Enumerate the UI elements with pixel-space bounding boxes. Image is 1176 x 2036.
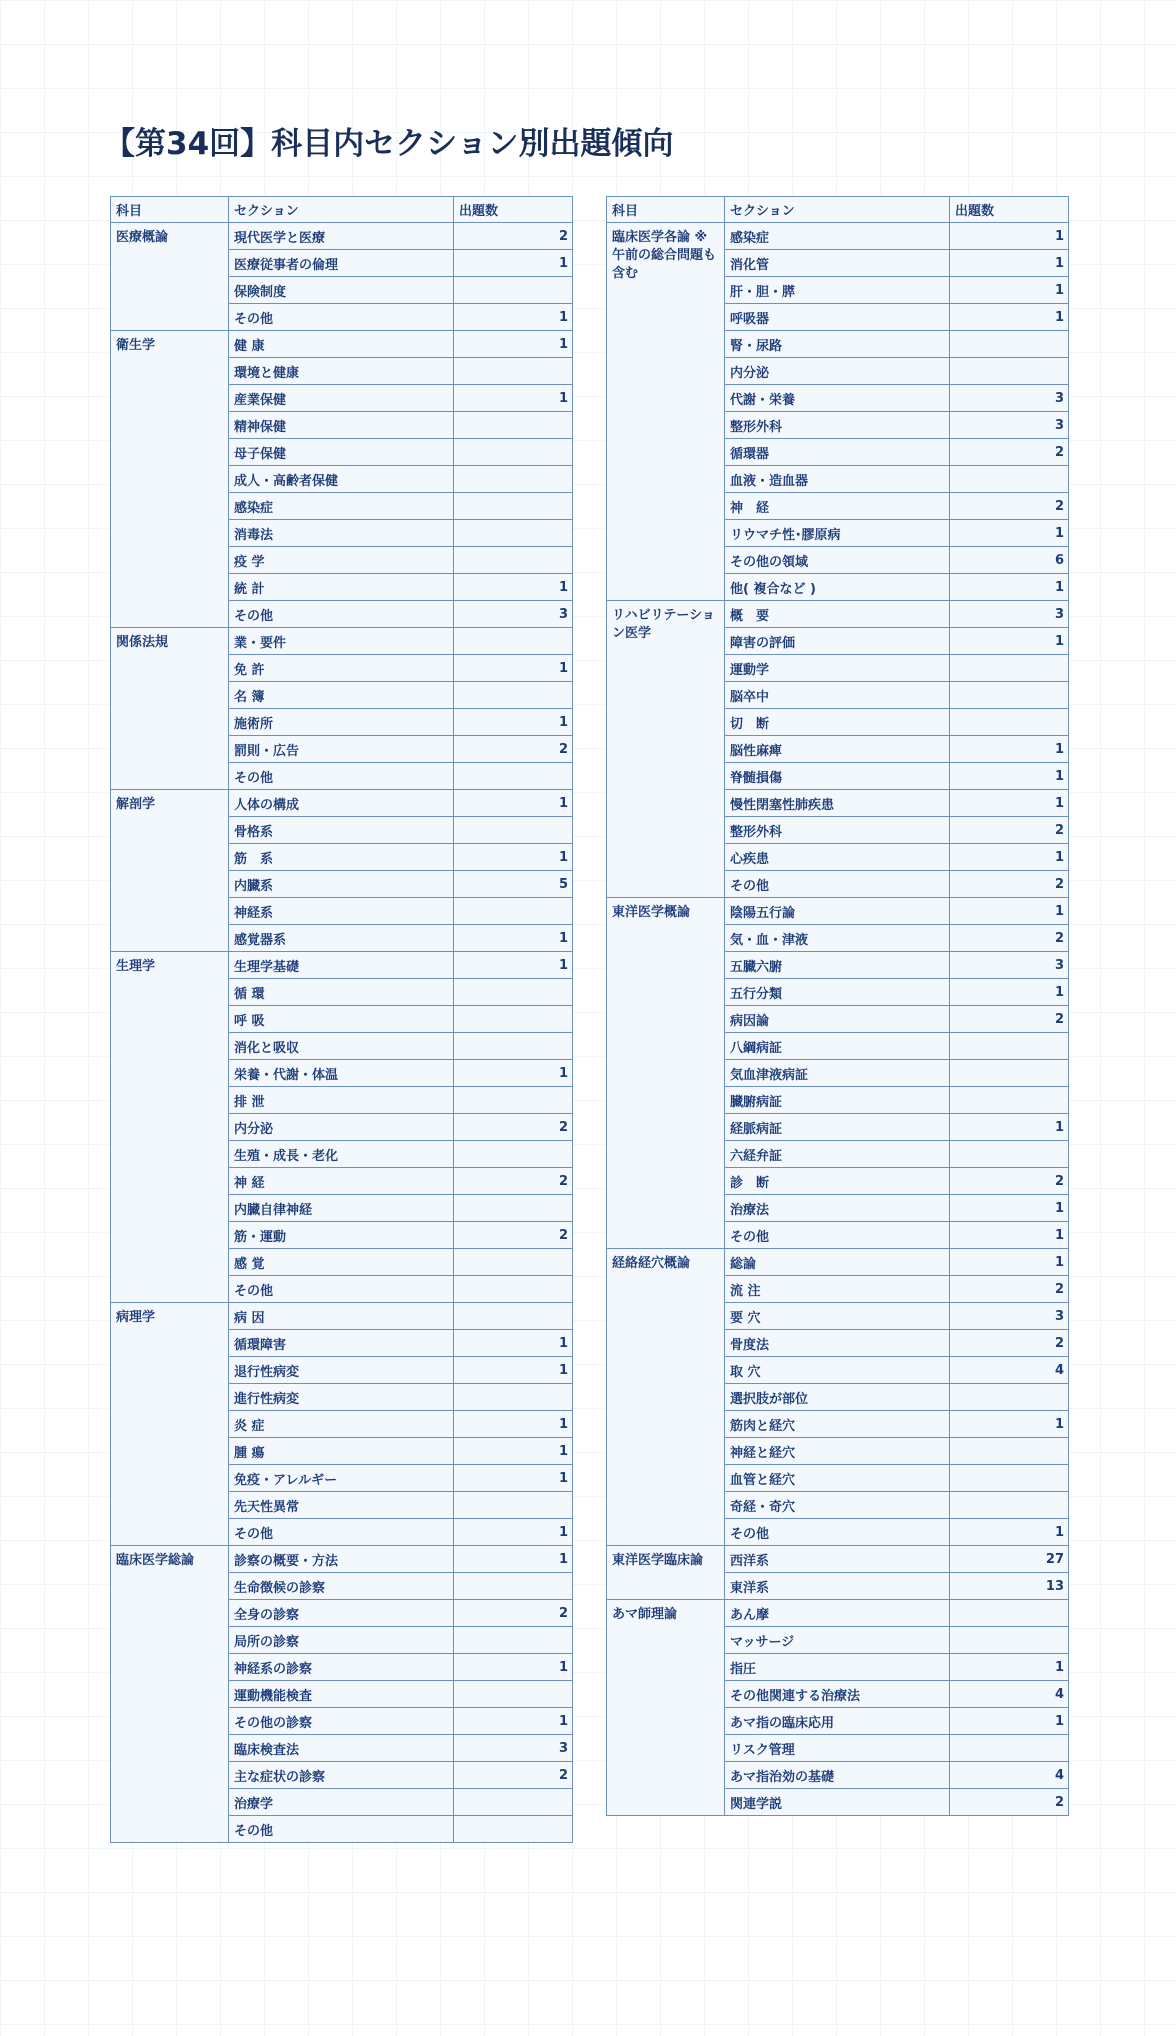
count-cell: 3 — [950, 1303, 1069, 1330]
section-cell: 施術所 — [229, 709, 454, 736]
count-cell: 1 — [950, 1195, 1069, 1222]
section-cell: リスク管理 — [725, 1735, 950, 1762]
section-cell: あマ指治効の基礎 — [725, 1762, 950, 1789]
count-cell — [454, 1195, 573, 1222]
count-cell: 1 — [454, 250, 573, 277]
section-cell: 循環器 — [725, 439, 950, 466]
section-cell: 六経弁証 — [725, 1141, 950, 1168]
section-cell: 運動学 — [725, 655, 950, 682]
table-row — [607, 1249, 1069, 1276]
subject-cell: 医療概論 — [111, 223, 229, 331]
count-cell — [950, 1060, 1069, 1087]
count-cell: 1 — [950, 898, 1069, 925]
count-cell: 2 — [454, 1600, 573, 1627]
section-cell: 概 要 — [725, 601, 950, 628]
section-cell: 脳性麻痺 — [725, 736, 950, 763]
count-cell: 4 — [950, 1357, 1069, 1384]
section-cell: 消毒法 — [229, 520, 454, 547]
section-cell: 生命徴候の診察 — [229, 1573, 454, 1600]
table-header-row — [607, 197, 1069, 223]
count-cell — [454, 1276, 573, 1303]
count-cell — [454, 1627, 573, 1654]
subject-cell: リハビリテーション医学 — [607, 601, 725, 898]
count-cell: 1 — [454, 1357, 573, 1384]
subject-cell: 経絡経穴概論 — [607, 1249, 725, 1546]
section-cell: 栄養・代謝・体温 — [229, 1060, 454, 1087]
count-cell — [454, 1492, 573, 1519]
table-row — [607, 898, 1069, 925]
subject-cell: 臨床医学総論 — [111, 1546, 229, 1843]
count-cell: 1 — [454, 655, 573, 682]
count-cell — [950, 1465, 1069, 1492]
count-cell: 1 — [950, 574, 1069, 601]
count-cell — [454, 817, 573, 844]
table-row — [111, 1303, 573, 1330]
section-cell: 陰陽五行論 — [725, 898, 950, 925]
section-cell: 環境と健康 — [229, 358, 454, 385]
count-cell: 2 — [454, 1168, 573, 1195]
count-cell — [454, 1789, 573, 1816]
section-cell: 罰則・広告 — [229, 736, 454, 763]
section-cell: 脊髄損傷 — [725, 763, 950, 790]
count-cell: 3 — [454, 1735, 573, 1762]
count-cell — [950, 1087, 1069, 1114]
count-cell: 2 — [950, 1789, 1069, 1816]
section-cell: 治療学 — [229, 1789, 454, 1816]
count-cell: 2 — [950, 493, 1069, 520]
table-row — [111, 331, 573, 358]
section-cell: 筋 系 — [229, 844, 454, 871]
section-cell: リウマチ性･膠原病 — [725, 520, 950, 547]
section-cell: 免 許 — [229, 655, 454, 682]
section-cell: 総論 — [725, 1249, 950, 1276]
subject-cell: 東洋医学概論 — [607, 898, 725, 1249]
count-cell — [454, 1816, 573, 1843]
table-row — [111, 952, 573, 979]
table-row — [111, 1546, 573, 1573]
count-cell — [454, 277, 573, 304]
header-count: 出題数 — [950, 197, 1069, 223]
section-cell: 代謝・栄養 — [725, 385, 950, 412]
count-cell: 2 — [454, 1222, 573, 1249]
section-cell: 病 因 — [229, 1303, 454, 1330]
count-cell: 1 — [454, 304, 573, 331]
count-cell: 5 — [454, 871, 573, 898]
count-cell — [950, 1600, 1069, 1627]
section-cell: 呼吸器 — [725, 304, 950, 331]
section-cell: 感 覚 — [229, 1249, 454, 1276]
count-cell: 1 — [454, 1465, 573, 1492]
count-cell — [454, 1141, 573, 1168]
table-row — [607, 1600, 1069, 1627]
count-cell: 1 — [950, 1114, 1069, 1141]
section-cell: 免疫・アレルギー — [229, 1465, 454, 1492]
subject-cell: 解剖学 — [111, 790, 229, 952]
section-cell: あマ指の臨床応用 — [725, 1708, 950, 1735]
section-cell: 他( 複合など ) — [725, 574, 950, 601]
section-cell: 業・要件 — [229, 628, 454, 655]
count-cell: 1 — [454, 844, 573, 871]
count-cell: 1 — [454, 331, 573, 358]
count-cell: 2 — [950, 817, 1069, 844]
section-cell: 奇経・奇穴 — [725, 1492, 950, 1519]
header-count: 出題数 — [454, 197, 573, 223]
section-cell: 指圧 — [725, 1654, 950, 1681]
section-cell: 五行分類 — [725, 979, 950, 1006]
count-cell — [950, 1627, 1069, 1654]
section-cell: その他 — [229, 1816, 454, 1843]
section-cell: 医療従事者の倫理 — [229, 250, 454, 277]
section-cell: 血管と経穴 — [725, 1465, 950, 1492]
count-cell: 1 — [950, 628, 1069, 655]
count-cell: 1 — [950, 979, 1069, 1006]
section-cell: 循 環 — [229, 979, 454, 1006]
section-cell: 骨格系 — [229, 817, 454, 844]
section-cell: 疫 学 — [229, 547, 454, 574]
section-cell: 循環障害 — [229, 1330, 454, 1357]
count-cell — [454, 979, 573, 1006]
count-cell: 1 — [950, 520, 1069, 547]
section-cell: 保険制度 — [229, 277, 454, 304]
section-cell: その他関連する治療法 — [725, 1681, 950, 1708]
count-cell: 2 — [454, 223, 573, 250]
count-cell: 2 — [950, 1276, 1069, 1303]
header-section: セクション — [229, 197, 454, 223]
count-cell: 1 — [950, 1519, 1069, 1546]
section-cell: 気血津液病証 — [725, 1060, 950, 1087]
section-cell: 五臓六腑 — [725, 952, 950, 979]
count-cell: 6 — [950, 547, 1069, 574]
section-cell: 臓腑病証 — [725, 1087, 950, 1114]
page-title: 【第34回】科目内セクション別出題傾向 — [104, 126, 674, 162]
count-cell: 3 — [950, 952, 1069, 979]
count-cell — [950, 709, 1069, 736]
section-cell: 骨度法 — [725, 1330, 950, 1357]
subject-cell: 東洋医学臨床論 — [607, 1546, 725, 1600]
section-cell: 先天性異常 — [229, 1492, 454, 1519]
table-row — [607, 223, 1069, 250]
section-cell: その他 — [725, 1222, 950, 1249]
section-cell: 要 穴 — [725, 1303, 950, 1330]
section-cell: 内臓系 — [229, 871, 454, 898]
section-cell: その他 — [229, 763, 454, 790]
count-cell: 1 — [950, 844, 1069, 871]
count-cell: 3 — [454, 601, 573, 628]
count-cell: 1 — [454, 925, 573, 952]
count-cell: 1 — [454, 1708, 573, 1735]
section-cell: 腫 瘍 — [229, 1438, 454, 1465]
count-cell: 2 — [454, 736, 573, 763]
count-cell — [950, 358, 1069, 385]
count-cell: 1 — [454, 1438, 573, 1465]
count-cell: 4 — [950, 1762, 1069, 1789]
section-cell: 心疾患 — [725, 844, 950, 871]
count-cell — [454, 628, 573, 655]
count-cell: 1 — [950, 250, 1069, 277]
section-cell: 整形外科 — [725, 412, 950, 439]
section-cell: 感覚器系 — [229, 925, 454, 952]
count-cell — [950, 655, 1069, 682]
count-cell: 1 — [950, 790, 1069, 817]
count-cell — [454, 1006, 573, 1033]
count-cell: 2 — [950, 871, 1069, 898]
section-cell: 診察の概要・方法 — [229, 1546, 454, 1573]
count-cell: 2 — [950, 925, 1069, 952]
section-cell: 筋肉と経穴 — [725, 1411, 950, 1438]
count-cell: 1 — [950, 223, 1069, 250]
section-cell: 健 康 — [229, 331, 454, 358]
section-cell: 神経系 — [229, 898, 454, 925]
subject-cell: 病理学 — [111, 1303, 229, 1546]
subject-cell: あマ師理論 — [607, 1600, 725, 1816]
count-cell: 3 — [950, 385, 1069, 412]
count-cell — [454, 466, 573, 493]
count-cell: 1 — [454, 1330, 573, 1357]
section-cell: 生理学基礎 — [229, 952, 454, 979]
left-table — [110, 196, 573, 1843]
count-cell: 1 — [950, 1222, 1069, 1249]
section-cell: 炎 症 — [229, 1411, 454, 1438]
section-cell: 内分泌 — [725, 358, 950, 385]
count-cell — [950, 1438, 1069, 1465]
section-cell: 生殖・成長・老化 — [229, 1141, 454, 1168]
count-cell: 2 — [950, 439, 1069, 466]
count-cell: 1 — [950, 736, 1069, 763]
count-cell — [454, 1681, 573, 1708]
section-cell: 名 簿 — [229, 682, 454, 709]
subject-cell: 衛生学 — [111, 331, 229, 628]
count-cell — [454, 1087, 573, 1114]
count-cell: 1 — [950, 1249, 1069, 1276]
count-cell: 2 — [950, 1006, 1069, 1033]
section-cell: 運動機能検査 — [229, 1681, 454, 1708]
header-section: セクション — [725, 197, 950, 223]
subject-cell: 関係法規 — [111, 628, 229, 790]
count-cell — [950, 1033, 1069, 1060]
count-cell: 3 — [950, 412, 1069, 439]
count-cell — [454, 682, 573, 709]
count-cell: 1 — [454, 385, 573, 412]
section-cell: 産業保健 — [229, 385, 454, 412]
section-cell: 消化管 — [725, 250, 950, 277]
count-cell — [950, 331, 1069, 358]
table-header-row — [111, 197, 573, 223]
section-cell: その他 — [725, 1519, 950, 1546]
count-cell: 27 — [950, 1546, 1069, 1573]
section-cell: 現代医学と医療 — [229, 223, 454, 250]
section-cell: 血液・造血器 — [725, 466, 950, 493]
count-cell — [950, 1141, 1069, 1168]
section-cell: 腎・尿路 — [725, 331, 950, 358]
section-cell: 選択肢が部位 — [725, 1384, 950, 1411]
section-cell: 流 注 — [725, 1276, 950, 1303]
count-cell: 4 — [950, 1681, 1069, 1708]
count-cell — [454, 1033, 573, 1060]
section-cell: 感染症 — [725, 223, 950, 250]
section-cell: 肝・胆・膵 — [725, 277, 950, 304]
section-cell: 内臓自律神経 — [229, 1195, 454, 1222]
section-cell: 診 断 — [725, 1168, 950, 1195]
section-cell: 成人・高齢者保健 — [229, 466, 454, 493]
section-cell: その他の領域 — [725, 547, 950, 574]
section-cell: 排 泄 — [229, 1087, 454, 1114]
section-cell: 母子保健 — [229, 439, 454, 466]
section-cell: 感染症 — [229, 493, 454, 520]
count-cell: 2 — [950, 1330, 1069, 1357]
count-cell — [950, 682, 1069, 709]
section-cell: 切 断 — [725, 709, 950, 736]
count-cell: 1 — [950, 277, 1069, 304]
section-cell: 脳卒中 — [725, 682, 950, 709]
count-cell — [950, 1384, 1069, 1411]
table-row — [607, 1546, 1069, 1573]
count-cell: 1 — [454, 1546, 573, 1573]
count-cell — [454, 1384, 573, 1411]
count-cell — [950, 1492, 1069, 1519]
count-cell: 1 — [454, 790, 573, 817]
count-cell: 1 — [454, 1654, 573, 1681]
count-cell — [454, 520, 573, 547]
table-row — [111, 628, 573, 655]
count-cell — [454, 493, 573, 520]
section-cell: 進行性病変 — [229, 1384, 454, 1411]
count-cell — [950, 466, 1069, 493]
section-cell: 精神保健 — [229, 412, 454, 439]
count-cell — [950, 1735, 1069, 1762]
count-cell — [454, 358, 573, 385]
section-cell: 神経と経穴 — [725, 1438, 950, 1465]
section-cell: 八綱病証 — [725, 1033, 950, 1060]
count-cell: 1 — [950, 1654, 1069, 1681]
count-cell: 1 — [454, 709, 573, 736]
table-row — [607, 601, 1069, 628]
section-cell: マッサージ — [725, 1627, 950, 1654]
count-cell: 2 — [454, 1114, 573, 1141]
section-cell: 整形外科 — [725, 817, 950, 844]
section-cell: 人体の構成 — [229, 790, 454, 817]
count-cell: 1 — [454, 1060, 573, 1087]
section-cell: 主な症状の診察 — [229, 1762, 454, 1789]
section-cell: その他 — [229, 1276, 454, 1303]
section-cell: 消化と吸収 — [229, 1033, 454, 1060]
section-cell: 神 経 — [725, 493, 950, 520]
count-cell: 1 — [454, 574, 573, 601]
count-cell: 1 — [950, 763, 1069, 790]
section-cell: その他 — [229, 601, 454, 628]
subject-cell: 臨床医学各論 ※午前の総合問題も含む — [607, 223, 725, 601]
subject-cell: 生理学 — [111, 952, 229, 1303]
table-row — [111, 223, 573, 250]
count-cell: 1 — [454, 1411, 573, 1438]
count-cell: 1 — [454, 1519, 573, 1546]
section-cell: 取 穴 — [725, 1357, 950, 1384]
section-cell: 病因論 — [725, 1006, 950, 1033]
section-cell: 経脈病証 — [725, 1114, 950, 1141]
count-cell: 13 — [950, 1573, 1069, 1600]
section-cell: その他 — [229, 304, 454, 331]
count-cell: 1 — [950, 1708, 1069, 1735]
section-cell: 内分泌 — [229, 1114, 454, 1141]
section-cell: 神 経 — [229, 1168, 454, 1195]
section-cell: あん摩 — [725, 1600, 950, 1627]
count-cell — [454, 547, 573, 574]
section-cell: 治療法 — [725, 1195, 950, 1222]
count-cell — [454, 1249, 573, 1276]
section-cell: その他の診察 — [229, 1708, 454, 1735]
count-cell — [454, 763, 573, 790]
count-cell — [454, 439, 573, 466]
count-cell — [454, 412, 573, 439]
count-cell: 2 — [950, 1168, 1069, 1195]
count-cell: 1 — [950, 304, 1069, 331]
section-cell: 統 計 — [229, 574, 454, 601]
section-cell: 慢性閉塞性肺疾患 — [725, 790, 950, 817]
section-cell: 関連学説 — [725, 1789, 950, 1816]
section-cell: 呼 吸 — [229, 1006, 454, 1033]
header-subject: 科目 — [111, 197, 229, 223]
section-cell: 東洋系 — [725, 1573, 950, 1600]
section-cell: 気・血・津液 — [725, 925, 950, 952]
header-subject: 科目 — [607, 197, 725, 223]
section-cell: その他 — [725, 871, 950, 898]
section-cell: 障害の評価 — [725, 628, 950, 655]
section-cell: 局所の診察 — [229, 1627, 454, 1654]
table-row — [111, 790, 573, 817]
count-cell — [454, 1303, 573, 1330]
section-cell: その他 — [229, 1519, 454, 1546]
section-cell: 全身の診察 — [229, 1600, 454, 1627]
section-cell: 退行性病変 — [229, 1357, 454, 1384]
count-cell: 1 — [454, 952, 573, 979]
count-cell — [454, 898, 573, 925]
count-cell: 2 — [454, 1762, 573, 1789]
count-cell — [454, 1573, 573, 1600]
section-cell: 神経系の診察 — [229, 1654, 454, 1681]
count-cell: 3 — [950, 601, 1069, 628]
section-cell: 筋・運動 — [229, 1222, 454, 1249]
right-table — [606, 196, 1069, 1816]
section-cell: 西洋系 — [725, 1546, 950, 1573]
section-cell: 臨床検査法 — [229, 1735, 454, 1762]
count-cell: 1 — [950, 1411, 1069, 1438]
